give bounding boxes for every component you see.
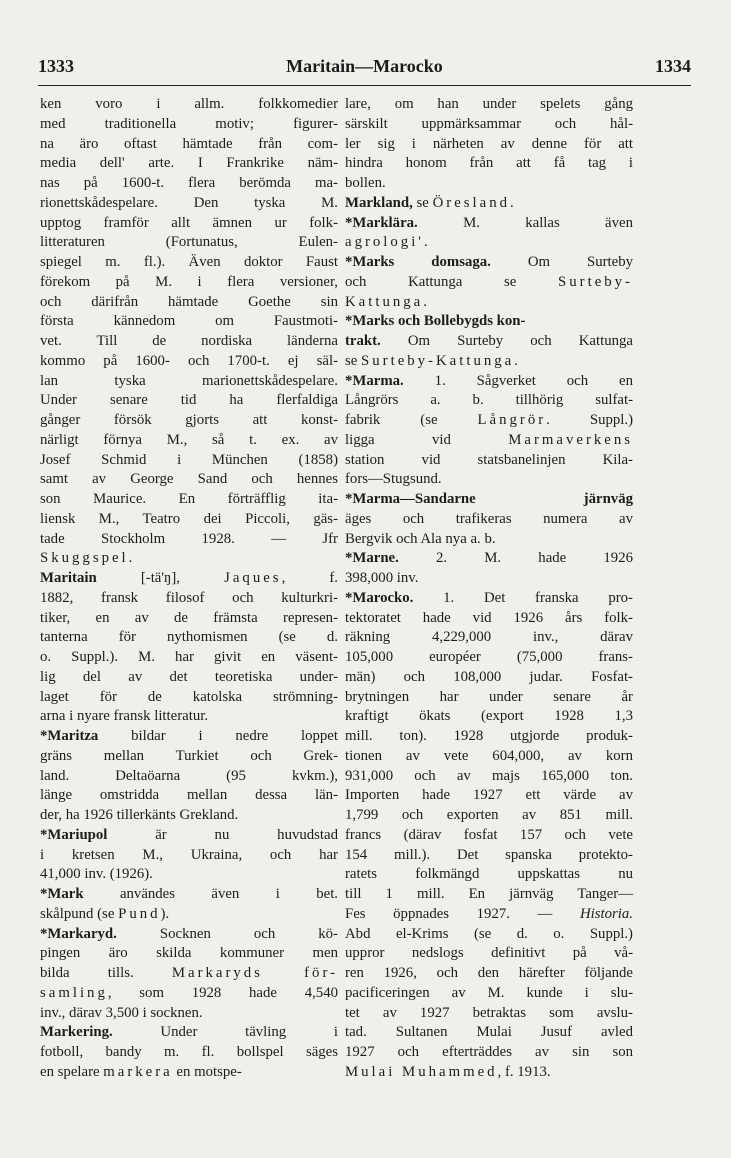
text-line bbox=[40, 589, 338, 609]
text-segment: land. Deltaöarna (95 kvkm.), bbox=[40, 767, 338, 784]
running-title: Maritain—Marocko bbox=[286, 56, 443, 76]
text-segment: 2. M. hade 1926 bbox=[398, 550, 633, 567]
entry-headword: *Marklära. bbox=[345, 214, 418, 231]
text-line bbox=[345, 846, 633, 866]
text-line bbox=[40, 964, 338, 984]
entry-headword: *Markaryd. bbox=[40, 925, 117, 942]
text-line bbox=[345, 905, 633, 925]
text-line bbox=[40, 707, 338, 727]
text-line bbox=[40, 135, 338, 155]
entry-headword: Markering. bbox=[40, 1024, 113, 1041]
text-segment: bollen. bbox=[345, 175, 386, 191]
page-header bbox=[38, 56, 691, 82]
text-line bbox=[345, 174, 633, 194]
text-segment: , f. 1913. bbox=[497, 1063, 551, 1080]
text-segment: Kattunga. bbox=[345, 293, 430, 310]
text-segment: samt av George Sand och hennes bbox=[40, 471, 338, 488]
text-line bbox=[345, 510, 633, 530]
text-line bbox=[345, 767, 633, 787]
text-segment: litteraturen (Fortunatus, Eulen- bbox=[40, 234, 338, 251]
text-segment: [-tä'ŋ], bbox=[96, 570, 225, 586]
text-line bbox=[40, 490, 338, 510]
text-line bbox=[40, 194, 338, 214]
text-segment: Bergvik och Ala nya a. b. bbox=[345, 530, 496, 547]
text-line bbox=[40, 470, 338, 490]
text-segment: agrologi'. bbox=[345, 234, 431, 251]
text-segment: Josef Schmid i München (1858) bbox=[40, 451, 338, 468]
text-line bbox=[345, 451, 633, 471]
text-line bbox=[40, 668, 338, 688]
text-line bbox=[345, 964, 633, 984]
text-segment: Jaques bbox=[224, 570, 282, 586]
text-segment: laget för de katolska strömning- bbox=[40, 688, 338, 705]
text-segment: Under tävling i bbox=[112, 1024, 338, 1041]
text-segment: , f. bbox=[281, 570, 339, 586]
text-line bbox=[345, 609, 633, 629]
text-segment: en motspe- bbox=[172, 1063, 242, 1080]
text-segment: na äro oftast hämtade från com- bbox=[40, 135, 338, 152]
text-line bbox=[40, 273, 338, 293]
text-line bbox=[345, 786, 633, 806]
text-line bbox=[40, 648, 338, 668]
text-line bbox=[40, 806, 338, 826]
text-segment: tanterna för nythomismen (se d. bbox=[40, 629, 338, 646]
text-line bbox=[345, 727, 633, 747]
text-line bbox=[345, 470, 633, 490]
text-segment: se bbox=[412, 194, 433, 211]
entry-headword: *Maritza bbox=[40, 728, 99, 744]
text-line bbox=[40, 885, 338, 905]
text-segment: mill. ton). 1928 utgjorde produk- bbox=[345, 728, 633, 744]
text-line bbox=[40, 925, 338, 945]
text-line bbox=[345, 332, 633, 352]
text-segment: kommo på 1600- och 1700-t. ej säl- bbox=[40, 352, 338, 369]
text-segment: med traditionella motiv; figurer- bbox=[40, 115, 338, 132]
text-line bbox=[40, 352, 338, 372]
text-line bbox=[40, 431, 338, 451]
text-line bbox=[40, 747, 338, 767]
text-segment: nas på 1600-t. flera berömda ma- bbox=[40, 175, 338, 191]
text-line bbox=[345, 885, 633, 905]
text-line bbox=[40, 95, 338, 115]
text-segment: 1. Det franska pro- bbox=[413, 589, 633, 606]
text-line bbox=[345, 312, 633, 332]
text-segment: och Kattunga se bbox=[345, 273, 559, 290]
text-segment: 105,000 européer (75,000 frans- bbox=[345, 649, 633, 665]
text-segment: gräns mellan Turkiet och Grek- bbox=[40, 747, 338, 764]
text-segment: Markaryds för- bbox=[171, 965, 339, 981]
text-line bbox=[40, 569, 338, 589]
text-segment: Socknen och kö- bbox=[116, 925, 338, 942]
entry-headword: *Marks och Bollebygds kon- bbox=[345, 313, 526, 330]
text-line bbox=[345, 194, 633, 214]
text-line bbox=[40, 846, 338, 866]
text-line bbox=[40, 530, 338, 550]
entry-headword: *Marks domsaga. bbox=[345, 254, 491, 270]
text-segment: fotboll, bandy m. fl. bollspel säges bbox=[40, 1044, 338, 1060]
text-segment: till 1 mill. En järnväg Tanger— bbox=[345, 886, 633, 902]
text-line bbox=[345, 135, 633, 155]
text-segment: ). bbox=[160, 905, 170, 922]
text-line bbox=[40, 944, 338, 964]
text-segment: kraftigt ökats (export 1928 1,3 bbox=[345, 708, 633, 725]
text-line bbox=[40, 391, 338, 411]
text-line bbox=[345, 688, 633, 708]
text-segment: män) och 108,000 judar. Fosfat- bbox=[345, 668, 633, 685]
text-segment: Fes öppnades 1927. — bbox=[345, 905, 580, 922]
text-segment: tektoratet hade vid 1926 års folk- bbox=[345, 609, 633, 626]
header-rule bbox=[38, 85, 691, 86]
text-segment: media dell' arte. I Frankrike näm- bbox=[40, 155, 338, 172]
text-line bbox=[40, 1023, 338, 1043]
text-segment: pingen äro skilda kommuner men bbox=[40, 945, 338, 962]
text-segment: brytningen har under senare år bbox=[345, 688, 633, 705]
text-segment: räkning 4,229,000 inv., därav bbox=[345, 629, 633, 646]
text-segment: spiegel m. fl.). Även doktor Faust bbox=[40, 254, 338, 270]
text-segment: lare, om han under spelets gång bbox=[345, 96, 633, 112]
text-line bbox=[40, 786, 338, 806]
text-line bbox=[40, 688, 338, 708]
text-segment: Långrörs a. b. tillhörig sulfat- bbox=[345, 392, 633, 409]
text-line bbox=[345, 668, 633, 688]
text-segment: Skuggspel. bbox=[40, 550, 136, 567]
entry-headword: Markland, bbox=[345, 194, 413, 211]
text-segment: närligt förnya M., så t. ex. av bbox=[40, 431, 338, 448]
entry-headword: *Marne. bbox=[345, 550, 399, 567]
text-line bbox=[40, 451, 338, 471]
text-segment: Surteby- bbox=[558, 273, 633, 290]
text-segment: 931,000 och av majs 165,000 ton. bbox=[345, 767, 633, 784]
text-segment: liensk M., Teatro dei Piccoli, gäs- bbox=[40, 510, 338, 527]
entry-headword: Maritain bbox=[40, 570, 97, 586]
text-segment: pacificeringen av M. kunde i slu- bbox=[345, 984, 633, 1001]
right-column bbox=[345, 95, 633, 1083]
page-number-left: 1333 bbox=[38, 56, 74, 76]
text-segment: Under senare tid ha flerfaldiga bbox=[40, 392, 338, 409]
text-segment: Historia. bbox=[579, 905, 633, 922]
entry-headword: *Mariupol bbox=[40, 826, 108, 843]
text-segment: gånger försök gjorts att konst- bbox=[40, 412, 338, 428]
text-line bbox=[40, 510, 338, 530]
text-segment: ler sig i närheten av denne för att bbox=[345, 135, 633, 152]
text-segment: länge omstridda mellan dessa län- bbox=[40, 787, 338, 804]
text-segment: ligga vid bbox=[345, 431, 509, 448]
text-line bbox=[40, 727, 338, 747]
text-segment: arna i nyare fransk litteratur. bbox=[40, 708, 209, 725]
text-line bbox=[345, 806, 633, 826]
text-segment: lig del av det teoretiska under- bbox=[40, 668, 338, 685]
text-segment: Marmaverkens bbox=[508, 431, 633, 448]
text-segment: första kännedom om Faustmoti- bbox=[40, 313, 338, 330]
text-line bbox=[40, 154, 338, 174]
text-segment: Surteby-Kattunga. bbox=[361, 352, 521, 369]
text-line bbox=[345, 391, 633, 411]
text-segment: skålpund (se bbox=[40, 905, 119, 922]
text-segment: station vid statsbanelinjen Kila- bbox=[345, 451, 633, 468]
text-segment: förekom på M. i flera versioner, bbox=[40, 273, 338, 290]
text-line bbox=[345, 214, 633, 234]
text-segment: Långrör bbox=[477, 412, 547, 428]
text-segment: ren 1926, och den härefter följande bbox=[345, 965, 633, 981]
text-segment: uppror nedslogs definitivt på vå- bbox=[345, 945, 633, 962]
text-segment: o. Suppl.). M. har givit en väsent- bbox=[40, 649, 338, 665]
text-line bbox=[345, 984, 633, 1004]
entry-headword: *Marocko. bbox=[345, 589, 414, 606]
text-line bbox=[345, 589, 633, 609]
entry-headword: *Marma—Sandarne järnväg bbox=[345, 491, 633, 507]
text-segment: 41,000 inv. (1926). bbox=[40, 866, 153, 883]
text-line bbox=[40, 214, 338, 234]
text-line bbox=[40, 174, 338, 194]
text-segment: användes även i bet. bbox=[83, 886, 338, 902]
text-segment: 398,000 inv. bbox=[345, 570, 419, 586]
text-segment: bilda tills. bbox=[40, 965, 172, 981]
text-segment: ken voro i allm. folkkomedier bbox=[40, 96, 338, 112]
text-line bbox=[345, 549, 633, 569]
text-line bbox=[40, 1004, 338, 1024]
text-segment: 154 mill.). Det spanska protekto- bbox=[345, 846, 633, 863]
text-line bbox=[40, 905, 338, 925]
text-line bbox=[345, 372, 633, 392]
text-line bbox=[40, 984, 338, 1004]
text-line bbox=[40, 628, 338, 648]
text-line bbox=[345, 925, 633, 945]
text-line bbox=[345, 1023, 633, 1043]
text-segment: Öresland. bbox=[432, 194, 517, 211]
text-line bbox=[345, 648, 633, 668]
text-segment: samling bbox=[40, 984, 108, 1001]
text-line bbox=[345, 628, 633, 648]
text-line bbox=[40, 253, 338, 273]
text-line bbox=[345, 233, 633, 253]
text-segment: rionettskådespelare. Den tyska M. bbox=[40, 194, 338, 211]
page-number-right: 1334 bbox=[655, 56, 691, 76]
text-segment: en spelare bbox=[40, 1063, 104, 1080]
text-segment: Pund bbox=[118, 905, 161, 922]
text-line bbox=[345, 253, 633, 273]
text-line bbox=[40, 411, 338, 431]
text-segment: se bbox=[345, 352, 362, 369]
text-line bbox=[40, 332, 338, 352]
text-line bbox=[345, 95, 633, 115]
text-segment: bildar i nedre loppet bbox=[98, 728, 338, 744]
text-segment: äges och trafikeras numera av bbox=[345, 510, 633, 527]
text-line bbox=[345, 352, 633, 372]
text-segment: . Suppl.) bbox=[546, 412, 634, 428]
text-segment: Abd el-Krims (se d. o. Suppl.) bbox=[345, 925, 633, 942]
text-line bbox=[40, 312, 338, 332]
text-segment: son Maurice. En förträfflig ita- bbox=[40, 491, 338, 507]
text-line bbox=[345, 865, 633, 885]
text-segment: francs (därav fosfat 157 och vete bbox=[345, 826, 633, 843]
text-line bbox=[40, 826, 338, 846]
text-line bbox=[345, 747, 633, 767]
text-line bbox=[345, 411, 633, 431]
text-segment: hindra honom från att få tag i bbox=[345, 155, 633, 172]
text-line bbox=[40, 609, 338, 629]
text-segment: M. kallas även bbox=[417, 214, 633, 231]
text-segment: tionen av vete 604,000, av korn bbox=[345, 747, 633, 764]
text-segment: Mulai Muhammed bbox=[345, 1063, 498, 1080]
text-segment: tet av 1927 betraktas som avslu- bbox=[345, 1004, 633, 1021]
text-line bbox=[345, 1043, 633, 1063]
text-line bbox=[345, 826, 633, 846]
text-line bbox=[345, 273, 633, 293]
text-line bbox=[40, 1043, 338, 1063]
text-segment: Importen hade 1927 ett värde av bbox=[345, 787, 633, 804]
text-line bbox=[345, 530, 633, 550]
text-line bbox=[345, 293, 633, 313]
text-line bbox=[345, 1004, 633, 1024]
text-segment: 1927 och efterträddes av sin son bbox=[345, 1044, 633, 1060]
text-segment: tad. Sultanen Mulai Jusuf avled bbox=[345, 1024, 633, 1041]
text-segment: fors—Stugsund. bbox=[345, 471, 442, 488]
text-line bbox=[345, 431, 633, 451]
text-segment: fabrik (se bbox=[345, 412, 478, 428]
text-line bbox=[40, 1063, 338, 1083]
text-segment: ratets folkmängd uppskattas nu bbox=[345, 866, 633, 883]
text-segment: 1,799 och exporten av 851 mill. bbox=[345, 807, 633, 823]
text-line bbox=[345, 490, 633, 510]
text-segment: är nu huvudstad bbox=[107, 826, 338, 843]
text-segment: Om Surteby bbox=[490, 254, 633, 270]
text-line bbox=[40, 372, 338, 392]
text-line bbox=[345, 944, 633, 964]
text-line bbox=[345, 569, 633, 589]
text-line bbox=[40, 233, 338, 253]
text-line bbox=[40, 549, 338, 569]
text-segment: tade Stockholm 1928. — Jfr bbox=[40, 530, 338, 547]
entry-headword: *Mark bbox=[40, 886, 84, 902]
text-segment: upptog framför allt ämnen ur folk- bbox=[40, 214, 338, 231]
text-line bbox=[345, 154, 633, 174]
text-segment: inv., därav 3,500 i socknen. bbox=[40, 1004, 203, 1021]
text-line bbox=[40, 293, 338, 313]
text-line bbox=[345, 1063, 633, 1083]
text-line bbox=[40, 115, 338, 135]
entry-headword: *Marma. bbox=[345, 372, 404, 389]
text-segment: markera bbox=[103, 1063, 173, 1080]
text-line bbox=[345, 115, 633, 135]
text-segment: särskilt uppmärksammar och hål- bbox=[345, 115, 633, 132]
text-segment: vet. Till de nordiska länderna bbox=[40, 333, 338, 349]
text-segment: lan tyska marionettskådespelare. bbox=[40, 372, 338, 389]
text-line bbox=[345, 707, 633, 727]
left-column bbox=[40, 95, 338, 1083]
text-segment: tiker, en av de främsta represen- bbox=[40, 609, 338, 626]
text-segment: , som 1928 hade 4,540 bbox=[107, 984, 338, 1001]
text-segment: 1. Sågverket och en bbox=[403, 372, 633, 389]
text-segment: Om Surteby och Kattunga bbox=[380, 333, 633, 349]
text-segment: i kretsen M., Ukraina, och har bbox=[40, 846, 338, 863]
text-segment: der, ha 1926 tillerkänts Grekland. bbox=[40, 807, 239, 823]
text-line bbox=[40, 767, 338, 787]
entry-headword: trakt. bbox=[345, 333, 381, 349]
text-segment: 1882, fransk filosof och kulturkri- bbox=[40, 589, 338, 606]
text-segment: och därifrån hämtade Goethe sin bbox=[40, 293, 338, 310]
text-line bbox=[40, 865, 338, 885]
